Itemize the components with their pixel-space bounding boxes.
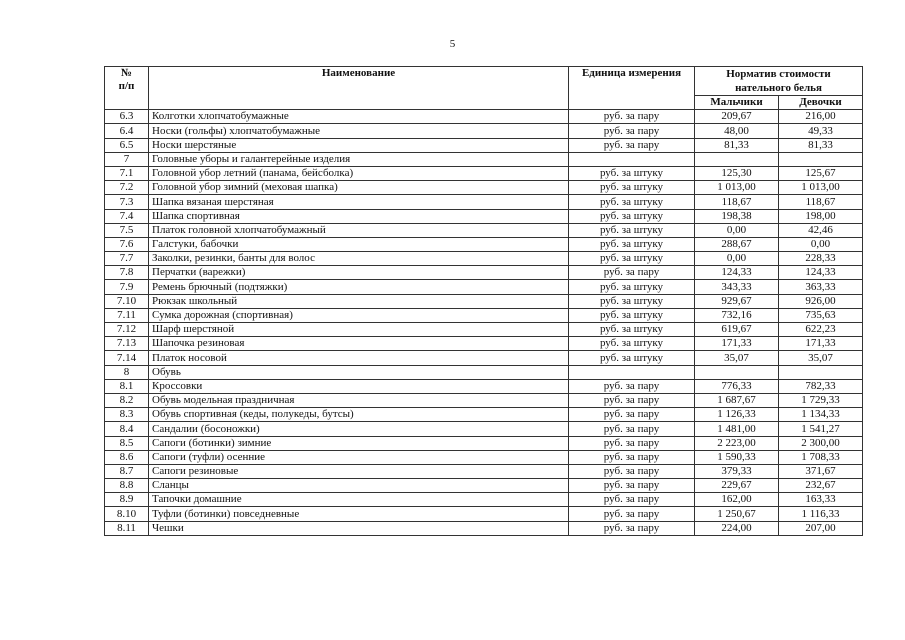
row-girls-value: 35,07 [779,351,863,365]
page-number: 5 [449,38,456,50]
row-number: 7.14 [105,351,149,365]
row-girls-value: 1 708,33 [779,450,863,464]
row-name: Обувь спортивная (кеды, полукеды, бутсы) [149,408,569,422]
row-girls-value: 125,67 [779,166,863,180]
row-name: Шапка вязаная шерстяная [149,195,569,209]
row-name: Обувь модельная праздничная [149,393,569,407]
row-number: 7.9 [105,280,149,294]
row-number: 6.4 [105,124,149,138]
table-row [105,351,863,365]
row-boys-value: 1 687,67 [695,393,779,407]
row-girls-value: 171,33 [779,337,863,351]
row-girls-value: 363,33 [779,280,863,294]
row-unit: руб. за пару [569,124,695,138]
row-girls-value [779,152,863,166]
row-boys-value: 125,30 [695,166,779,180]
row-number: 7.13 [105,337,149,351]
row-unit: руб. за штуку [569,308,695,322]
row-boys-value: 343,33 [695,280,779,294]
row-unit: руб. за пару [569,266,695,280]
row-name: Колготки хлопчатобумажные [149,110,569,124]
table-row [105,266,863,280]
row-boys-value: 224,00 [695,521,779,535]
table-row [105,379,863,393]
row-name: Головной убор летний (панама, бейсболка) [149,166,569,180]
row-name: Перчатки (варежки) [149,266,569,280]
row-name: Платок носовой [149,351,569,365]
header-unit: Единица измерения [569,67,695,110]
row-girls-value: 124,33 [779,266,863,280]
row-number: 7.5 [105,223,149,237]
row-number: 8.3 [105,408,149,422]
table-row [105,464,863,478]
row-number: 8.7 [105,464,149,478]
row-name: Сандалии (босоножки) [149,422,569,436]
table-row [105,152,863,166]
row-unit: руб. за штуку [569,280,695,294]
row-girls-value: 1 013,00 [779,181,863,195]
row-unit: руб. за штуку [569,195,695,209]
row-boys-value: 776,33 [695,379,779,393]
row-name: Тапочки домашние [149,493,569,507]
row-number: 8.8 [105,479,149,493]
table-row [105,209,863,223]
row-number: 8.6 [105,450,149,464]
row-girls-value: 0,00 [779,237,863,251]
row-boys-value: 1 481,00 [695,422,779,436]
table-row [105,479,863,493]
row-number: 8.2 [105,393,149,407]
row-unit: руб. за пару [569,393,695,407]
row-name: Шапка спортивная [149,209,569,223]
row-name: Головной убор зимний (меховая шапка) [149,181,569,195]
table-row [105,138,863,152]
row-unit: руб. за штуку [569,209,695,223]
table-row [105,195,863,209]
row-unit [569,365,695,379]
row-number: 7.7 [105,252,149,266]
row-unit: руб. за пару [569,464,695,478]
row-number: 7.11 [105,308,149,322]
row-unit: руб. за штуку [569,294,695,308]
row-name: Сапоги (ботинки) зимние [149,436,569,450]
table-row [105,294,863,308]
row-girls-value: 926,00 [779,294,863,308]
row-number: 7 [105,152,149,166]
table-row [105,507,863,521]
row-number: 8.5 [105,436,149,450]
row-boys-value: 0,00 [695,252,779,266]
row-unit: руб. за пару [569,110,695,124]
row-girls-value: 1 541,27 [779,422,863,436]
row-girls-value: 1 729,33 [779,393,863,407]
table-row [105,237,863,251]
table-row [105,280,863,294]
row-unit: руб. за пару [569,521,695,535]
header-no: № п/п [105,67,149,110]
row-unit: руб. за штуку [569,166,695,180]
row-number: 8.10 [105,507,149,521]
row-girls-value: 2 300,00 [779,436,863,450]
row-unit: руб. за штуку [569,223,695,237]
row-name: Ремень брючный (подтяжки) [149,280,569,294]
row-boys-value [695,365,779,379]
table-row [105,181,863,195]
table-row [105,436,863,450]
row-boys-value: 379,33 [695,464,779,478]
row-girls-value: 622,23 [779,323,863,337]
table-body [105,110,863,536]
row-number: 6.3 [105,110,149,124]
row-number: 8.1 [105,379,149,393]
table-row [105,124,863,138]
row-girls-value: 216,00 [779,110,863,124]
table-row [105,422,863,436]
row-unit: руб. за пару [569,379,695,393]
row-unit: руб. за штуку [569,351,695,365]
row-name: Сланцы [149,479,569,493]
row-girls-value: 228,33 [779,252,863,266]
table-row [105,110,863,124]
row-boys-value: 929,67 [695,294,779,308]
row-number: 7.12 [105,323,149,337]
row-unit: руб. за пару [569,436,695,450]
row-name: Сапоги резиновые [149,464,569,478]
row-boys-value: 619,67 [695,323,779,337]
table-row [105,450,863,464]
row-number: 7.2 [105,181,149,195]
row-number: 8.4 [105,422,149,436]
row-name: Головные уборы и галантерейные изделия [149,152,569,166]
row-boys-value: 0,00 [695,223,779,237]
table-row [105,323,863,337]
row-number: 8 [105,365,149,379]
row-boys-value: 162,00 [695,493,779,507]
header-boys: Мальчики [695,96,779,110]
table-row [105,408,863,422]
table-row [105,521,863,535]
row-unit: руб. за пару [569,138,695,152]
row-number: 7.4 [105,209,149,223]
row-name: Сапоги (туфли) осенние [149,450,569,464]
row-unit: руб. за пару [569,493,695,507]
row-girls-value: 232,67 [779,479,863,493]
row-boys-value: 48,00 [695,124,779,138]
row-unit: руб. за штуку [569,181,695,195]
row-boys-value: 1 126,33 [695,408,779,422]
row-name: Носки шерстяные [149,138,569,152]
row-girls-value: 782,33 [779,379,863,393]
row-boys-value: 209,67 [695,110,779,124]
table-row [105,393,863,407]
row-boys-value: 35,07 [695,351,779,365]
row-unit [569,152,695,166]
row-number: 6.5 [105,138,149,152]
row-girls-value: 42,46 [779,223,863,237]
row-girls-value: 371,67 [779,464,863,478]
row-boys-value: 1 013,00 [695,181,779,195]
table-row [105,308,863,322]
table-row [105,223,863,237]
row-unit: руб. за пару [569,479,695,493]
header-name: Наименование [149,67,569,110]
row-number: 7.8 [105,266,149,280]
row-girls-value: 735,63 [779,308,863,322]
row-unit: руб. за пару [569,450,695,464]
row-name: Кроссовки [149,379,569,393]
row-number: 7.6 [105,237,149,251]
row-number: 8.11 [105,521,149,535]
row-number: 7.10 [105,294,149,308]
row-unit: руб. за пару [569,507,695,521]
row-boys-value: 288,67 [695,237,779,251]
row-name: Носки (гольфы) хлопчатобумажные [149,124,569,138]
row-name: Галстуки, бабочки [149,237,569,251]
row-unit: руб. за пару [569,408,695,422]
row-name: Шарф шерстяной [149,323,569,337]
row-boys-value: 118,67 [695,195,779,209]
row-boys-value: 198,38 [695,209,779,223]
table-row [105,252,863,266]
row-boys-value: 81,33 [695,138,779,152]
row-name: Обувь [149,365,569,379]
row-number: 8.9 [105,493,149,507]
row-name: Заколки, резинки, банты для волос [149,252,569,266]
row-girls-value: 163,33 [779,493,863,507]
row-unit: руб. за пару [569,422,695,436]
row-girls-value: 49,33 [779,124,863,138]
row-boys-value: 1 590,33 [695,450,779,464]
table-row [105,365,863,379]
row-girls-value: 118,67 [779,195,863,209]
table-row [105,337,863,351]
row-unit: руб. за штуку [569,323,695,337]
row-name: Чешки [149,521,569,535]
row-girls-value: 81,33 [779,138,863,152]
header-girls: Девочки [779,96,863,110]
row-number: 7.1 [105,166,149,180]
row-boys-value: 2 223,00 [695,436,779,450]
header-norm: Норматив стоимости нательного белья [695,67,863,96]
row-number: 7.3 [105,195,149,209]
row-girls-value: 198,00 [779,209,863,223]
row-name: Туфли (ботинки) повседневные [149,507,569,521]
table-row [105,493,863,507]
row-unit: руб. за штуку [569,237,695,251]
row-boys-value [695,152,779,166]
row-name: Сумка дорожная (спортивная) [149,308,569,322]
row-name: Шапочка резиновая [149,337,569,351]
norms-table [104,66,863,536]
row-girls-value: 1 116,33 [779,507,863,521]
row-boys-value: 732,16 [695,308,779,322]
row-girls-value [779,365,863,379]
row-girls-value: 207,00 [779,521,863,535]
row-boys-value: 124,33 [695,266,779,280]
row-unit: руб. за штуку [569,337,695,351]
row-name: Рюкзак школьный [149,294,569,308]
row-boys-value: 1 250,67 [695,507,779,521]
row-boys-value: 229,67 [695,479,779,493]
row-name: Платок головной хлопчатобумажный [149,223,569,237]
table-row [105,166,863,180]
row-boys-value: 171,33 [695,337,779,351]
row-girls-value: 1 134,33 [779,408,863,422]
row-unit: руб. за штуку [569,252,695,266]
